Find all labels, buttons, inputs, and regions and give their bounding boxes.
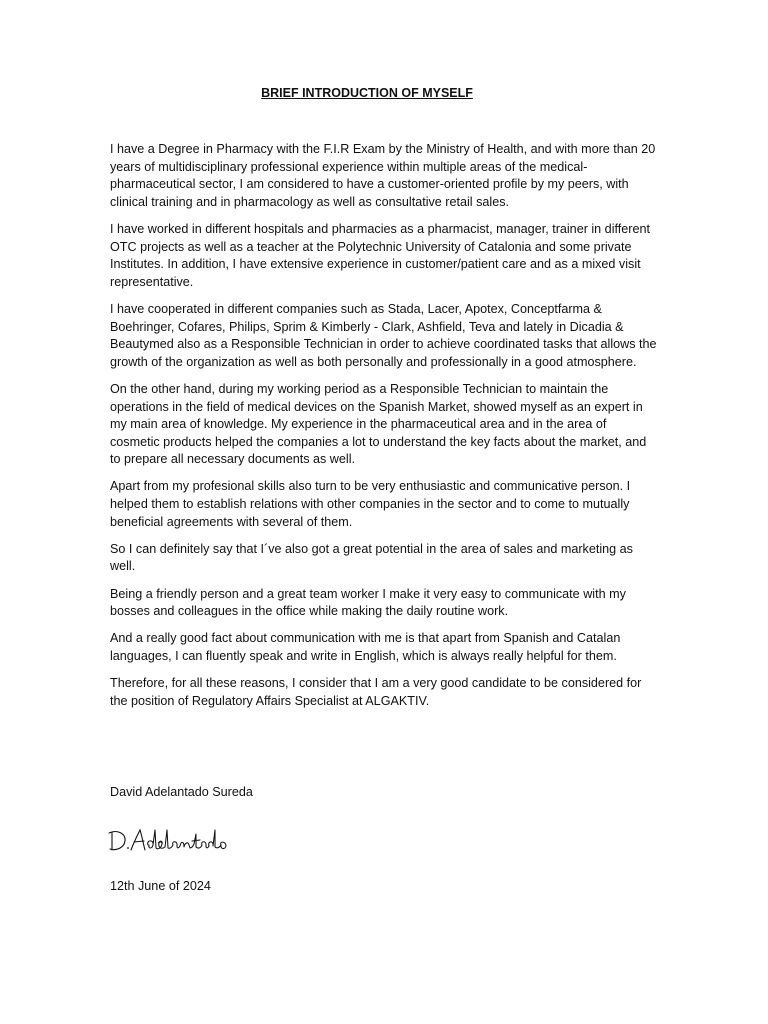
paragraph: I have a Degree in Pharmacy with the F.I.R Exam by the Ministry of Health, and with more than 20 years of multidisciplinary professional experience within multiple areas of the medical-pharmaceutical sector, I am considered to have a customer-oriented profile by my peers, with clinical training and in pharmacology as well as consultative retail sales. [110,142,656,209]
paragraph: On the other hand, during my working period as a Responsible Technician to maintain the operations in the field of medical devices on the Spanish Market, showed myself as an expert in my main area of knowledge. My experience in the pharmaceutical area and in the area of cosmetic products helped the companies a lot to understand the key facts about the market, and to prepare all necessary documents as well. [110,381,647,467]
paragraph: Therefore, for all these reasons, I consider that I am a very good candidate to be considered for the position of Regulatory Affairs Specialist at ALGAKTIV. [110,676,642,708]
document-title: BRIEF INTRODUCTION OF MYSELF [261,86,473,100]
paragraph: And a really good fact about communication with me is that apart from Spanish and Catalan languages, I can fluently speak and write in English, which is always really helpful for them. [110,631,621,663]
paragraph: I have worked in different hospitals and pharmacies as a pharmacist, manager, trainer in different OTC projects as well as a teacher at the Polytechnic University of Catalonia and some private Institutes. In addition, I have extensive experience in customer/patient care and as a mixed visit representative. [110,221,650,289]
paragraph: Apart from my profesional skills also turn to be very enthusiastic and communicative person. I helped them to establish relations with other companies in the sector and to come to mutually beneficial agreements with several of them. [110,479,631,529]
document-date: 12th June of 2024 [110,879,211,893]
handwritten-signature [108,826,268,856]
paragraph: Being a friendly person and a great team worker I make it very easy to communicate with my bosses and colleagues in the office while making the daily routine work. [110,586,626,619]
author-name: David Adelantado Sureda [110,785,253,799]
paragraph: I have cooperated in different companies such as Stada, Lacer, Apotex, Conceptfarma & Boehringer, Cofares, Philips, Sprim & Kimberly - Clark, Ashfield, Teva and lately in Dicadia & Beautymed also as a Responsible Technician in order to achieve coordinated tasks that allows the growth of the organization as well as both personally and professionally in a good atmosphere. [110,301,657,369]
paragraph: So I can definitely say that I´ve also got a great potential in the area of sales and marketing as well. [110,541,633,574]
document-body [110,141,658,720]
